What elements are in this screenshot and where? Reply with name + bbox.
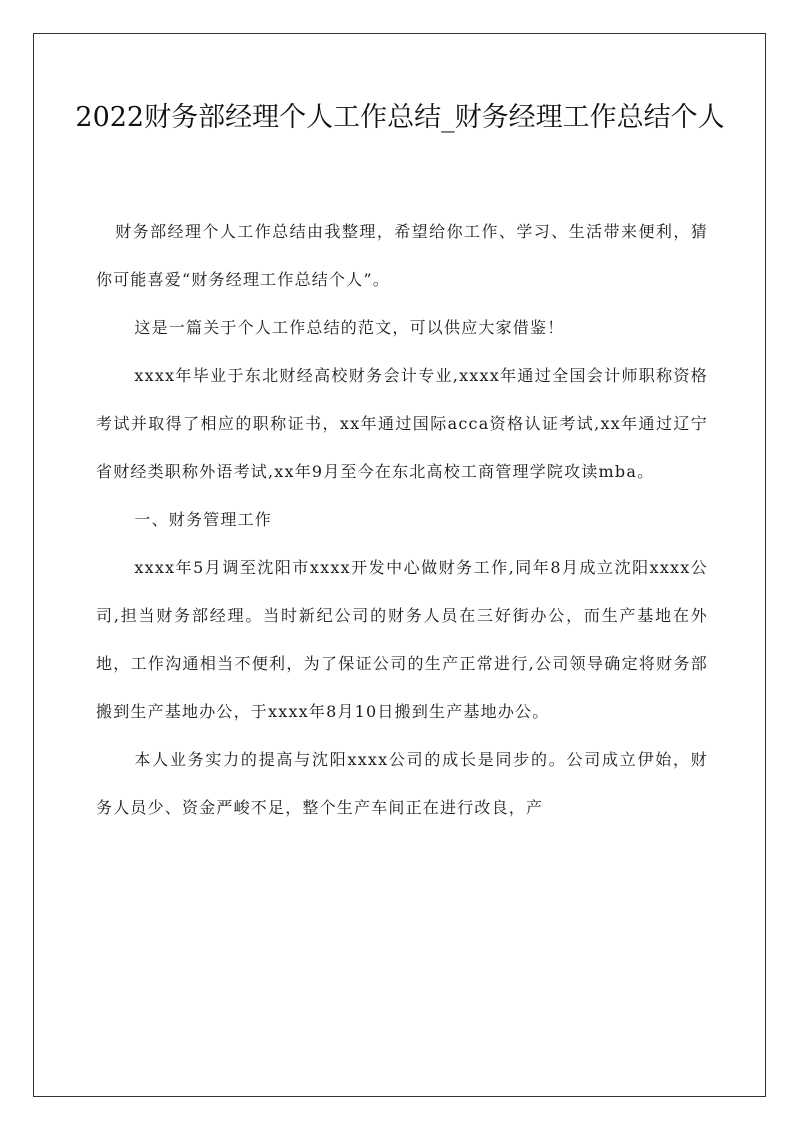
page-title: 2022财务部经理个人工作总结_财务经理工作总结个人 bbox=[75, 102, 725, 133]
paragraph-reference-note: 这是一篇关于个人工作总结的范文，可以供应大家借鉴！ bbox=[134, 318, 565, 337]
document-body bbox=[96, 208, 708, 832]
paragraph-growth: 本人业务实力的提高与沈阳xxxx公司的成长是同步的。公司成立伊始，财务人员少、资金严峻不足，整个生产车间正在进行改良，产 bbox=[96, 750, 708, 817]
paragraph-education: xxxx年毕业于东北财经高校财务会计专业,xxxx年通过全国会计师职称资格考试并取得了相应的职称证书，xx年通过国际acca资格认证考试,xx年通过辽宁省财经类职称外语考试,xx年9月至今在东北高校工商管理学院攻读mba。 bbox=[96, 366, 708, 481]
paragraph-work-history: xxxx年5月调至沈阳市xxxx开发中心做财务工作,同年8月成立沈阳xxxx公司,担当财务部经理。当时新纪公司的财务人员在三好街办公，而生产基地在外地，工作沟通相当不便利，为了保证公司的生产正常进行,公司领导确定将财务部搬到生产基地办公，于xxxx年8月10日搬到生产基地办公。 bbox=[96, 558, 708, 721]
section-heading-finance-management: 一、财务管理工作 bbox=[134, 510, 272, 529]
paragraph-intro: 财务部经理个人工作总结由我整理，希望给你工作、学习、生活带来便利，猜你可能喜爱“财务经理工作总结个人”。 bbox=[96, 222, 708, 289]
